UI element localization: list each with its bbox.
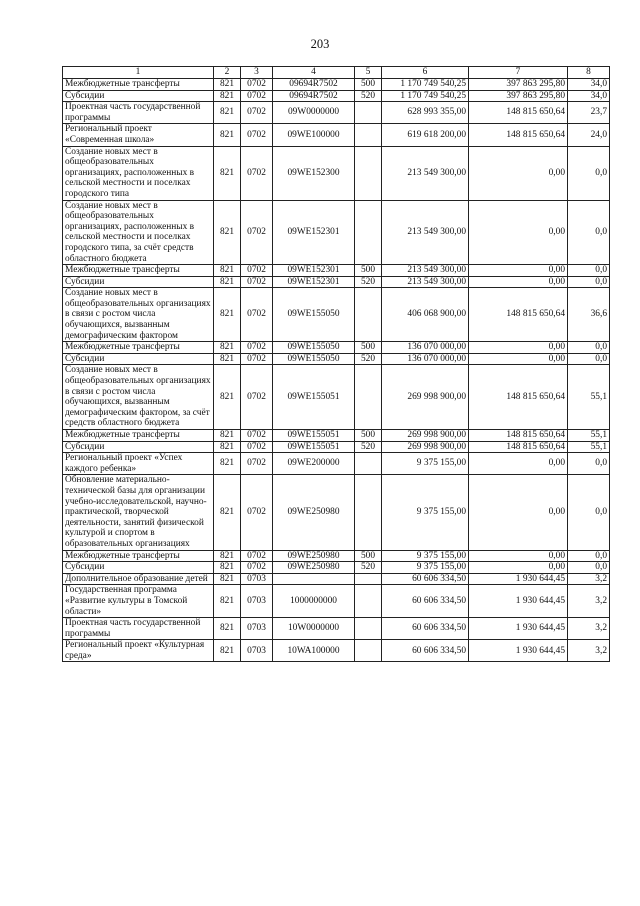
table-row — [63, 562, 610, 574]
expense-type: 500 — [355, 342, 382, 354]
row-name: Дополнительное образование детей — [63, 573, 214, 585]
plan-amount: 619 618 200,00 — [382, 124, 469, 146]
expense-type: 500 — [355, 430, 382, 442]
target-code: 09WE152301 — [273, 200, 355, 265]
percent: 34,0 — [568, 79, 610, 91]
row-name: Региональный проект «Современная школа» — [63, 124, 214, 146]
table-row — [63, 79, 610, 91]
header-row — [63, 67, 610, 79]
column-header: 2 — [214, 67, 241, 79]
plan-amount: 213 549 300,00 — [382, 265, 469, 277]
admin-code: 821 — [214, 618, 241, 640]
table-row — [63, 441, 610, 453]
actual-amount: 1 930 644,45 — [469, 573, 568, 585]
admin-code: 821 — [214, 562, 241, 574]
table-row — [63, 276, 610, 288]
target-code: 09WE155050 — [273, 288, 355, 342]
actual-amount: 1 930 644,45 — [469, 618, 568, 640]
target-code: 09WE152300 — [273, 146, 355, 200]
section-code: 0702 — [241, 342, 273, 354]
table-row — [63, 475, 610, 550]
section-code: 0702 — [241, 430, 273, 442]
expense-type: 500 — [355, 79, 382, 91]
target-code: 09WE250980 — [273, 550, 355, 562]
section-code: 0702 — [241, 365, 273, 430]
expense-type — [355, 146, 382, 200]
row-name: Обновление материально-технической базы для организации учебно-исследовательской, научно-практической, творческой деятельности, занятий физической культурой и спортом в образовательных организациях — [63, 475, 214, 550]
admin-code: 821 — [214, 342, 241, 354]
row-name: Межбюджетные трансферты — [63, 430, 214, 442]
budget-table — [62, 66, 610, 662]
admin-code: 821 — [214, 146, 241, 200]
section-code: 0703 — [241, 573, 273, 585]
actual-amount: 397 863 295,80 — [469, 90, 568, 102]
percent: 23,7 — [568, 102, 610, 124]
expense-type — [355, 475, 382, 550]
percent: 3,2 — [568, 573, 610, 585]
section-code: 0702 — [241, 353, 273, 365]
plan-amount: 60 606 334,50 — [382, 618, 469, 640]
percent: 0,0 — [568, 200, 610, 265]
table-row — [63, 353, 610, 365]
actual-amount: 148 815 650,64 — [469, 365, 568, 430]
target-code: 10W0000000 — [273, 618, 355, 640]
table-row — [63, 550, 610, 562]
expense-type — [355, 102, 382, 124]
actual-amount: 0,00 — [469, 276, 568, 288]
column-header: 1 — [63, 67, 214, 79]
target-code — [273, 573, 355, 585]
admin-code: 821 — [214, 200, 241, 265]
plan-amount: 213 549 300,00 — [382, 200, 469, 265]
percent: 3,2 — [568, 618, 610, 640]
row-name: Региональный проект «Успех каждого ребенка» — [63, 453, 214, 475]
plan-amount: 60 606 334,50 — [382, 573, 469, 585]
table-row — [63, 146, 610, 200]
actual-amount: 0,00 — [469, 342, 568, 354]
percent: 0,0 — [568, 562, 610, 574]
section-code: 0703 — [241, 640, 273, 662]
plan-amount: 9 375 155,00 — [382, 562, 469, 574]
admin-code: 821 — [214, 365, 241, 430]
admin-code: 821 — [214, 90, 241, 102]
section-code: 0702 — [241, 102, 273, 124]
percent: 0,0 — [568, 353, 610, 365]
admin-code: 821 — [214, 102, 241, 124]
table-row — [63, 288, 610, 342]
target-code: 10WA100000 — [273, 640, 355, 662]
row-name: Субсидии — [63, 353, 214, 365]
row-name: Создание новых мест в общеобразовательных организациях в связи с ростом числа обучающихся, вызванным демографическим фактором, за счёт средств областного бюджета — [63, 365, 214, 430]
actual-amount: 0,00 — [469, 200, 568, 265]
admin-code: 821 — [214, 453, 241, 475]
table-row — [63, 430, 610, 442]
row-name: Проектная часть государственной программы — [63, 618, 214, 640]
plan-amount: 269 998 900,00 — [382, 441, 469, 453]
row-name: Создание новых мест в общеобразовательных организациях, расположенных в сельской местности и поселках городского типа, за счёт средств областного бюджета — [63, 200, 214, 265]
row-name: Создание новых мест в общеобразовательных организациях, расположенных в сельской местности и поселках городского типа — [63, 146, 214, 200]
section-code: 0702 — [241, 276, 273, 288]
admin-code: 821 — [214, 353, 241, 365]
expense-type — [355, 288, 382, 342]
plan-amount: 9 375 155,00 — [382, 475, 469, 550]
section-code: 0702 — [241, 200, 273, 265]
plan-amount: 269 998 900,00 — [382, 365, 469, 430]
section-code: 0702 — [241, 146, 273, 200]
percent: 34,0 — [568, 90, 610, 102]
column-header: 4 — [273, 67, 355, 79]
plan-amount: 1 170 749 540,25 — [382, 90, 469, 102]
plan-amount: 406 068 900,00 — [382, 288, 469, 342]
target-code: 09694R7502 — [273, 79, 355, 91]
plan-amount: 136 070 000,00 — [382, 353, 469, 365]
admin-code: 821 — [214, 79, 241, 91]
expense-type — [355, 453, 382, 475]
row-name: Государственная программа «Развитие культуры в Томской области» — [63, 585, 214, 618]
percent: 0,0 — [568, 342, 610, 354]
admin-code: 821 — [214, 640, 241, 662]
percent: 24,0 — [568, 124, 610, 146]
target-code: 09W0000000 — [273, 102, 355, 124]
target-code: 09WE152301 — [273, 276, 355, 288]
row-name: Межбюджетные трансферты — [63, 342, 214, 354]
target-code: 09WE250980 — [273, 475, 355, 550]
expense-type: 520 — [355, 353, 382, 365]
actual-amount: 0,00 — [469, 265, 568, 277]
actual-amount: 0,00 — [469, 453, 568, 475]
admin-code: 821 — [214, 288, 241, 342]
plan-amount: 60 606 334,50 — [382, 585, 469, 618]
actual-amount: 0,00 — [469, 562, 568, 574]
section-code: 0702 — [241, 562, 273, 574]
percent: 55,1 — [568, 441, 610, 453]
row-name: Субсидии — [63, 276, 214, 288]
section-code: 0702 — [241, 124, 273, 146]
actual-amount: 0,00 — [469, 475, 568, 550]
section-code: 0702 — [241, 265, 273, 277]
actual-amount: 148 815 650,64 — [469, 430, 568, 442]
section-code: 0702 — [241, 475, 273, 550]
plan-amount: 1 170 749 540,25 — [382, 79, 469, 91]
section-code: 0703 — [241, 618, 273, 640]
expense-type — [355, 573, 382, 585]
table-row — [63, 640, 610, 662]
expense-type: 520 — [355, 90, 382, 102]
expense-type: 500 — [355, 265, 382, 277]
admin-code: 821 — [214, 124, 241, 146]
percent: 0,0 — [568, 453, 610, 475]
row-name: Межбюджетные трансферты — [63, 79, 214, 91]
target-code: 09WE155050 — [273, 342, 355, 354]
actual-amount: 148 815 650,64 — [469, 288, 568, 342]
percent: 55,1 — [568, 365, 610, 430]
expense-type — [355, 200, 382, 265]
plan-amount: 628 993 355,00 — [382, 102, 469, 124]
percent: 0,0 — [568, 550, 610, 562]
table-row — [63, 573, 610, 585]
table-row — [63, 342, 610, 354]
row-name: Субсидии — [63, 441, 214, 453]
expense-type: 500 — [355, 550, 382, 562]
admin-code: 821 — [214, 430, 241, 442]
expense-type — [355, 618, 382, 640]
table-row — [63, 365, 610, 430]
plan-amount: 213 549 300,00 — [382, 276, 469, 288]
percent: 0,0 — [568, 475, 610, 550]
target-code: 1000000000 — [273, 585, 355, 618]
table-row — [63, 618, 610, 640]
column-header: 3 — [241, 67, 273, 79]
admin-code: 821 — [214, 475, 241, 550]
target-code: 09WE155051 — [273, 365, 355, 430]
target-code: 09WE155051 — [273, 430, 355, 442]
expense-type — [355, 640, 382, 662]
column-header: 5 — [355, 67, 382, 79]
column-header: 8 — [568, 67, 610, 79]
plan-amount: 213 549 300,00 — [382, 146, 469, 200]
table-row — [63, 124, 610, 146]
actual-amount: 0,00 — [469, 146, 568, 200]
target-code: 09WE100000 — [273, 124, 355, 146]
percent: 0,0 — [568, 276, 610, 288]
admin-code: 821 — [214, 441, 241, 453]
row-name: Межбюджетные трансферты — [63, 265, 214, 277]
section-code: 0702 — [241, 288, 273, 342]
expense-type — [355, 365, 382, 430]
column-header: 7 — [469, 67, 568, 79]
expense-type: 520 — [355, 441, 382, 453]
target-code: 09WE250980 — [273, 562, 355, 574]
expense-type: 520 — [355, 276, 382, 288]
table-row — [63, 585, 610, 618]
plan-amount: 9 375 155,00 — [382, 550, 469, 562]
actual-amount: 0,00 — [469, 550, 568, 562]
actual-amount: 1 930 644,45 — [469, 640, 568, 662]
actual-amount: 148 815 650,64 — [469, 124, 568, 146]
admin-code: 821 — [214, 276, 241, 288]
page-number: 203 — [310, 37, 330, 51]
row-name: Субсидии — [63, 562, 214, 574]
plan-amount: 9 375 155,00 — [382, 453, 469, 475]
percent: 0,0 — [568, 265, 610, 277]
actual-amount: 0,00 — [469, 353, 568, 365]
section-code: 0702 — [241, 441, 273, 453]
actual-amount: 148 815 650,64 — [469, 102, 568, 124]
expense-type — [355, 585, 382, 618]
admin-code: 821 — [214, 265, 241, 277]
admin-code: 821 — [214, 573, 241, 585]
section-code: 0703 — [241, 585, 273, 618]
target-code: 09WE152301 — [273, 265, 355, 277]
percent: 0,0 — [568, 146, 610, 200]
percent: 3,2 — [568, 640, 610, 662]
expense-type: 520 — [355, 562, 382, 574]
table-row — [63, 102, 610, 124]
section-code: 0702 — [241, 453, 273, 475]
percent: 3,2 — [568, 585, 610, 618]
section-code: 0702 — [241, 79, 273, 91]
plan-amount: 269 998 900,00 — [382, 430, 469, 442]
target-code: 09WE155050 — [273, 353, 355, 365]
target-code: 09694R7502 — [273, 90, 355, 102]
expense-type — [355, 124, 382, 146]
percent: 55,1 — [568, 430, 610, 442]
admin-code: 821 — [214, 550, 241, 562]
table-row — [63, 453, 610, 475]
actual-amount: 397 863 295,80 — [469, 79, 568, 91]
actual-amount: 1 930 644,45 — [469, 585, 568, 618]
plan-amount: 136 070 000,00 — [382, 342, 469, 354]
plan-amount: 60 606 334,50 — [382, 640, 469, 662]
target-code: 09WE200000 — [273, 453, 355, 475]
percent: 36,6 — [568, 288, 610, 342]
section-code: 0702 — [241, 90, 273, 102]
table-row — [63, 90, 610, 102]
row-name: Создание новых мест в общеобразовательных организациях в связи с ростом числа обучающихся, вызванным демографическим фактором — [63, 288, 214, 342]
table-row — [63, 200, 610, 265]
target-code: 09WE155051 — [273, 441, 355, 453]
row-name: Региональный проект «Культурная среда» — [63, 640, 214, 662]
table-row — [63, 265, 610, 277]
actual-amount: 148 815 650,64 — [469, 441, 568, 453]
section-code: 0702 — [241, 550, 273, 562]
row-name: Проектная часть государственной программы — [63, 102, 214, 124]
admin-code: 821 — [214, 585, 241, 618]
row-name: Субсидии — [63, 90, 214, 102]
row-name: Межбюджетные трансферты — [63, 550, 214, 562]
column-header: 6 — [382, 67, 469, 79]
